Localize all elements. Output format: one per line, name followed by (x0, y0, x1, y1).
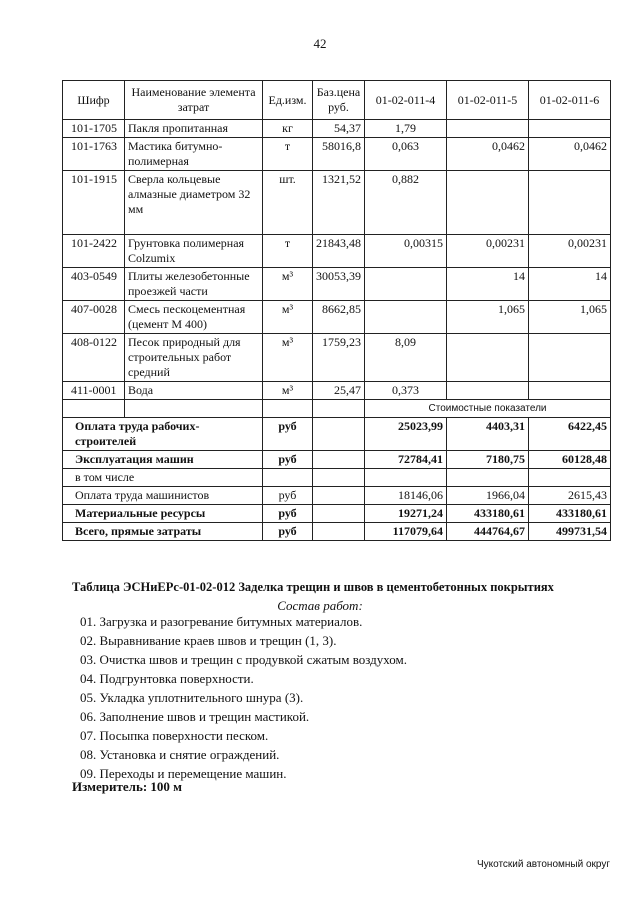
summary-col4: 72784,41 (365, 451, 447, 469)
cell-price: 21843,48 (313, 235, 365, 268)
list-item: 06. Заполнение швов и трещин мастикой. (80, 709, 310, 724)
summary-row (63, 418, 611, 451)
summary-col6: 499731,54 (529, 523, 611, 541)
cell-col5 (447, 171, 529, 235)
cell-col4: 0,882 (365, 171, 447, 235)
cell-price: 8662,85 (313, 301, 365, 334)
cell-col4: 0,063 (365, 138, 447, 171)
cell-code: 101-1915 (63, 171, 125, 235)
cell-name: Смесь пескоцементная (цемент М 400) (125, 301, 263, 334)
summary-col4: 117079,64 (365, 523, 447, 541)
cell-name: Сверла кольцевые алмазные диаметром 32 мм (125, 171, 263, 235)
footer-region: Чукотский автономный округ (476, 859, 610, 870)
empty-cell (313, 505, 365, 523)
header-name: Наименование элемента затрат (125, 81, 263, 120)
summary-col5: 1966,04 (447, 487, 529, 505)
summary-col6: 6422,45 (529, 418, 611, 451)
cell-col5 (447, 120, 529, 138)
section-subtitle: Состав работ: (277, 598, 363, 613)
cell-unit: м³ (263, 382, 313, 400)
cell-price: 25,47 (313, 382, 365, 400)
header-col4: 01-02-011-4 (365, 81, 447, 120)
cell-col4: 8,09 (365, 334, 447, 382)
table-row (63, 301, 611, 334)
summary-col6: 433180,61 (529, 505, 611, 523)
header-col6: 01-02-011-6 (529, 81, 611, 120)
summary-row (63, 523, 611, 541)
cell-col5 (447, 334, 529, 382)
cell-name: Пакля пропитанная (125, 120, 263, 138)
cell-col4: 0,00315 (365, 235, 447, 268)
cell-unit: т (263, 235, 313, 268)
cell-col5 (447, 382, 529, 400)
section-title: Таблица ЭСНиЕРс-01-02-012 Заделка трещин и швов в цементобетонных покрытиях (72, 580, 554, 594)
cell-price: 1321,52 (313, 171, 365, 235)
table-row (63, 235, 611, 268)
cell-price: 30053,39 (313, 268, 365, 301)
summary-col4: 18146,06 (365, 487, 447, 505)
cell-code: 407-0028 (63, 301, 125, 334)
cell-col6: 0,00231 (529, 235, 611, 268)
cell-col4 (365, 268, 447, 301)
cell-unit: м³ (263, 268, 313, 301)
cell-unit: т (263, 138, 313, 171)
list-item: 03. Очистка швов и трещин с продувкой сжатым воздухом. (80, 652, 408, 667)
summary-row (63, 451, 611, 469)
header-col5: 01-02-011-5 (447, 81, 529, 120)
list-item: 07. Посыпка поверхности песком. (80, 728, 269, 743)
summary-label: Эксплуатация машин (63, 451, 263, 469)
summary-label: Всего, прямые затраты (63, 523, 263, 541)
empty-cell (313, 487, 365, 505)
cell-unit: шт. (263, 171, 313, 235)
table-row (63, 120, 611, 138)
measure-unit: Измеритель: 100 м (72, 779, 183, 794)
summary-col5: 444764,67 (447, 523, 529, 541)
summary-col5: 433180,61 (447, 505, 529, 523)
cell-code: 101-1705 (63, 120, 125, 138)
page-number: 42 (313, 36, 327, 51)
cell-col6: 0,0462 (529, 138, 611, 171)
summary-unit: руб (263, 418, 313, 451)
cell-code: 101-2422 (63, 235, 125, 268)
cell-col5: 0,0462 (447, 138, 529, 171)
list-item: 04. Подгрунтовка поверхности. (80, 671, 254, 686)
cell-col6: 1,065 (529, 301, 611, 334)
cell-name: Вода (125, 382, 263, 400)
summary-unit: руб (263, 451, 313, 469)
summary-label: Оплата труда рабочих-строителей (63, 418, 263, 451)
summary-label: Материальные ресурсы (63, 505, 263, 523)
cell-col4: 1,79 (365, 120, 447, 138)
header-code: Шифр (63, 81, 125, 120)
cell-price: 1759,23 (313, 334, 365, 382)
list-item: 01. Загрузка и разогревание битумных материалов. (80, 614, 363, 629)
summary-row (63, 469, 611, 487)
resource-table (62, 80, 611, 541)
summary-label: в том числе (63, 469, 263, 487)
summary-col4: 19271,24 (365, 505, 447, 523)
list-item: 02. Выравнивание краев швов и трещин (1, 3). (80, 633, 337, 648)
summary-label: Оплата труда машинистов (63, 487, 263, 505)
cell-unit: м³ (263, 301, 313, 334)
summary-col6: 2615,43 (529, 487, 611, 505)
summary-col5: 7180,75 (447, 451, 529, 469)
summary-row (63, 505, 611, 523)
cell-col4: 0,373 (365, 382, 447, 400)
cell-name: Мастика битумно-полимерная (125, 138, 263, 171)
summary-unit: руб (263, 487, 313, 505)
cell-name: Плиты железобетонные проезжей части (125, 268, 263, 301)
cell-col5: 1,065 (447, 301, 529, 334)
summary-col4 (365, 469, 447, 487)
cell-code: 101-1763 (63, 138, 125, 171)
list-item: 05. Укладка уплотнительного шнура (3). (80, 690, 304, 705)
cell-col6 (529, 334, 611, 382)
table-row (63, 138, 611, 171)
summary-col6 (529, 469, 611, 487)
summary-unit: руб (263, 523, 313, 541)
cell-col6: 14 (529, 268, 611, 301)
cell-unit: кг (263, 120, 313, 138)
empty-cell (313, 469, 365, 487)
header-price: Баз.цена руб. (313, 81, 365, 120)
empty-cell (263, 400, 313, 418)
summary-row (63, 487, 611, 505)
cell-col5: 0,00231 (447, 235, 529, 268)
cost-caption-row (63, 400, 611, 418)
summary-col4: 25023,99 (365, 418, 447, 451)
cell-price: 58016,8 (313, 138, 365, 171)
cell-name: Грунтовка полимерная Colzumix (125, 235, 263, 268)
empty-cell (125, 400, 263, 418)
summary-col5: 4403,31 (447, 418, 529, 451)
summary-col6: 60128,48 (529, 451, 611, 469)
cell-name: Песок природный для строительных работ средний (125, 334, 263, 382)
cell-col4 (365, 301, 447, 334)
header-unit: Ед.изм. (263, 81, 313, 120)
summary-col5 (447, 469, 529, 487)
cell-code: 411-0001 (63, 382, 125, 400)
empty-cell (313, 523, 365, 541)
table-row (63, 334, 611, 382)
cell-price: 54,37 (313, 120, 365, 138)
works-list (80, 612, 407, 783)
summary-unit: руб (263, 505, 313, 523)
list-item: 08. Установка и снятие ограждений. (80, 747, 280, 762)
summary-unit (263, 469, 313, 487)
cell-code: 408-0122 (63, 334, 125, 382)
table-header-row (63, 81, 611, 120)
table-row (63, 382, 611, 400)
empty-cell (313, 400, 365, 418)
cell-col6 (529, 382, 611, 400)
cell-code: 403-0549 (63, 268, 125, 301)
cell-unit: м³ (263, 334, 313, 382)
list-item: 09. Переходы и перемещение машин. (80, 766, 287, 781)
cell-col6 (529, 120, 611, 138)
table-row (63, 171, 611, 235)
cell-col5: 14 (447, 268, 529, 301)
empty-cell (313, 451, 365, 469)
empty-cell (63, 400, 125, 418)
empty-cell (313, 418, 365, 451)
cost-caption: Стоимостные показатели (365, 400, 611, 418)
cell-col6 (529, 171, 611, 235)
table-row (63, 268, 611, 301)
